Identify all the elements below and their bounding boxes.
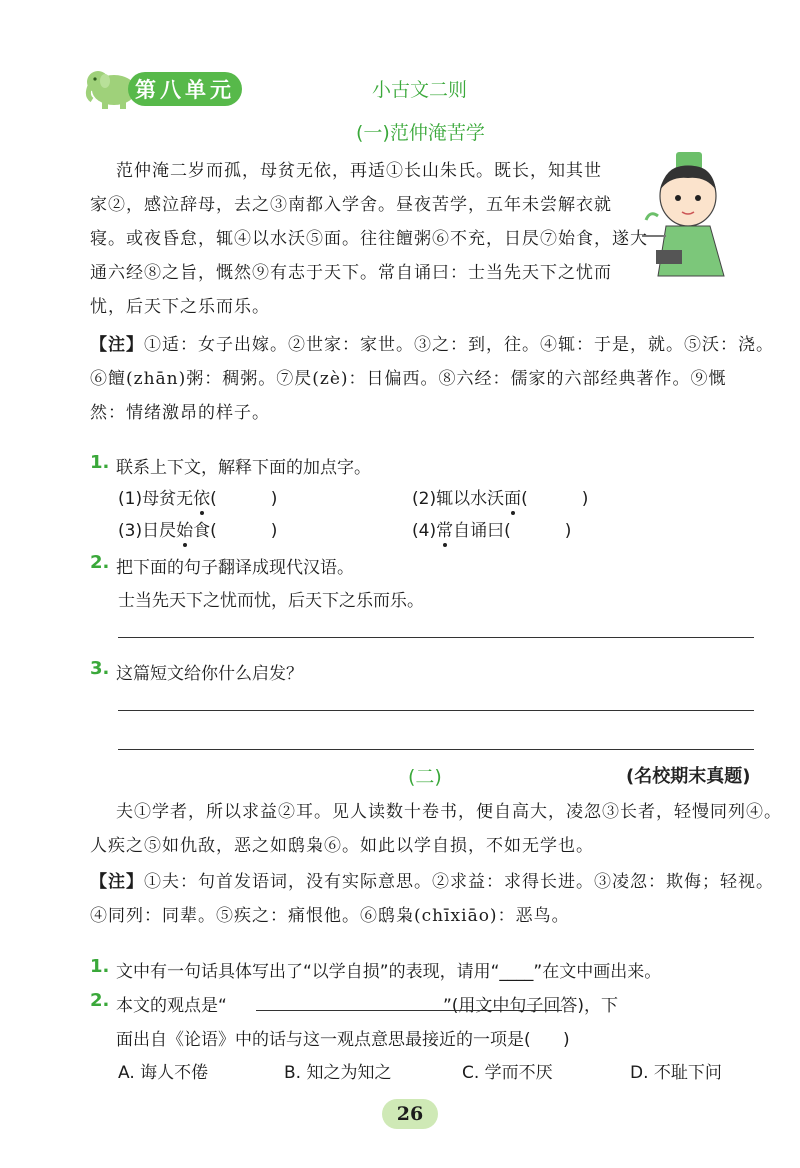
- question-text: 这篇短文给你什么启发？: [116, 664, 303, 684]
- question-text: 把下面的句子翻译成现代汉语。: [116, 558, 354, 578]
- note-label: 【注】: [90, 872, 144, 892]
- passage1-line: 通六经⑧之旨，慨然⑨有志于天下。常自诵曰：士当先天下之忧而: [90, 263, 612, 283]
- question-number: 1.: [90, 956, 110, 977]
- passage1-line: 范仲淹二岁而孤，母贫无依，再适①长山朱氏。既长，知其世: [116, 161, 602, 181]
- note-line: ④同列：同辈。⑤疾之：痛恨他。⑥鸱枭(chīxiāo)：恶鸟。: [90, 906, 570, 926]
- option-c[interactable]: C. 学而不厌: [462, 1063, 553, 1083]
- item-blank: 食( ): [193, 521, 278, 541]
- passage2-line: 夫①学者，所以求益②耳。见人读数十卷书，便自高大，凌忽③长者，轻慢同列④。: [116, 802, 782, 822]
- note-line: 然：情绪激昂的样子。: [90, 403, 270, 423]
- question-text: 文中有一句话具体写出了“以学自损”的表现，请用“____”在文中画出来。: [116, 962, 662, 982]
- question-text: 面出自《论语》中的话与这一观点意思最接近的一项是( ): [116, 1030, 570, 1050]
- dotted-char: 依: [193, 489, 211, 509]
- note-block-2: [90, 867, 774, 892]
- option-a[interactable]: A. 诲人不倦: [118, 1063, 209, 1083]
- item-text: (2)辄以水沃: [412, 489, 505, 509]
- blank-item-1[interactable]: [118, 484, 277, 509]
- question-number: 2.: [90, 990, 110, 1011]
- item-blank: ( ): [521, 489, 589, 509]
- note-line: ①夫：句首发语词，没有实际意思。②求益：求得长进。③凌忽：欺侮；轻视。: [144, 872, 774, 892]
- dotted-char: 常: [436, 521, 454, 541]
- option-d[interactable]: D. 不耻下问: [630, 1063, 722, 1083]
- unit-badge: 第八单元: [128, 72, 242, 106]
- blank-item-2[interactable]: [412, 484, 588, 509]
- question-text: 本文的观点是“ ”(用文中句子回答)，下: [116, 996, 619, 1016]
- item-text: (4): [412, 521, 437, 541]
- page-number: 26: [382, 1099, 438, 1129]
- unit-title: 小古文二则: [372, 79, 468, 101]
- item-blank: 自诵曰( ): [453, 521, 572, 541]
- note-line: ⑥饘(zhān)粥：稠粥。⑦昃(zè)：日偏西。⑧六经：儒家的六部经典著作。⑨慨: [90, 369, 727, 389]
- blank-item-4[interactable]: [412, 516, 571, 541]
- dotted-char: 始: [176, 521, 194, 541]
- answer-line[interactable]: [118, 637, 754, 638]
- item-blank: ( ): [210, 489, 278, 509]
- passage1-line: 家②，感泣辞母，去之③南都入学舍。昼夜苦学，五年未尝解衣就: [90, 195, 612, 215]
- boy-reading-illustration: [636, 150, 740, 282]
- passage2-line: 人疾之⑤如仇敌，恶之如鸱枭⑥。如此以学自损，不如无学也。: [90, 836, 594, 856]
- note-label: 【注】: [90, 335, 144, 355]
- note-block-1: [90, 330, 774, 355]
- blank-item-3[interactable]: [118, 516, 277, 541]
- translate-sentence: 士当先天下之忧而忧，后天下之乐而乐。: [118, 591, 424, 611]
- question-text: 联系上下文，解释下面的加点字。: [116, 458, 371, 478]
- item-text: (1)母贫无: [118, 489, 194, 509]
- option-b[interactable]: B. 知之为知之: [284, 1063, 392, 1083]
- question-number: 1.: [90, 452, 110, 473]
- note-line: ①适：女子出嫁。②世家：家世。③之：到，往。④辄：于是，就。⑤沃：浇。: [144, 335, 774, 355]
- section-title-1: (一)范仲淹苦学: [356, 122, 485, 144]
- question-number: 2.: [90, 552, 110, 573]
- question-number: 3.: [90, 658, 110, 679]
- exam-tag: (名校期末真题): [626, 766, 751, 787]
- answer-line[interactable]: [118, 749, 754, 750]
- answer-line[interactable]: [118, 710, 754, 711]
- fill-in-underline[interactable]: [256, 1010, 562, 1011]
- section-title-2: (二): [408, 766, 442, 788]
- passage1-line: 忧，后天下之乐而乐。: [90, 297, 270, 317]
- passage1-line: 寝。或夜昏怠，辄④以水沃⑤面。往往饘粥⑥不充，日昃⑦始食，遂大: [90, 229, 648, 249]
- dotted-char: 面: [504, 489, 522, 509]
- item-text: (3)日昃: [118, 521, 177, 541]
